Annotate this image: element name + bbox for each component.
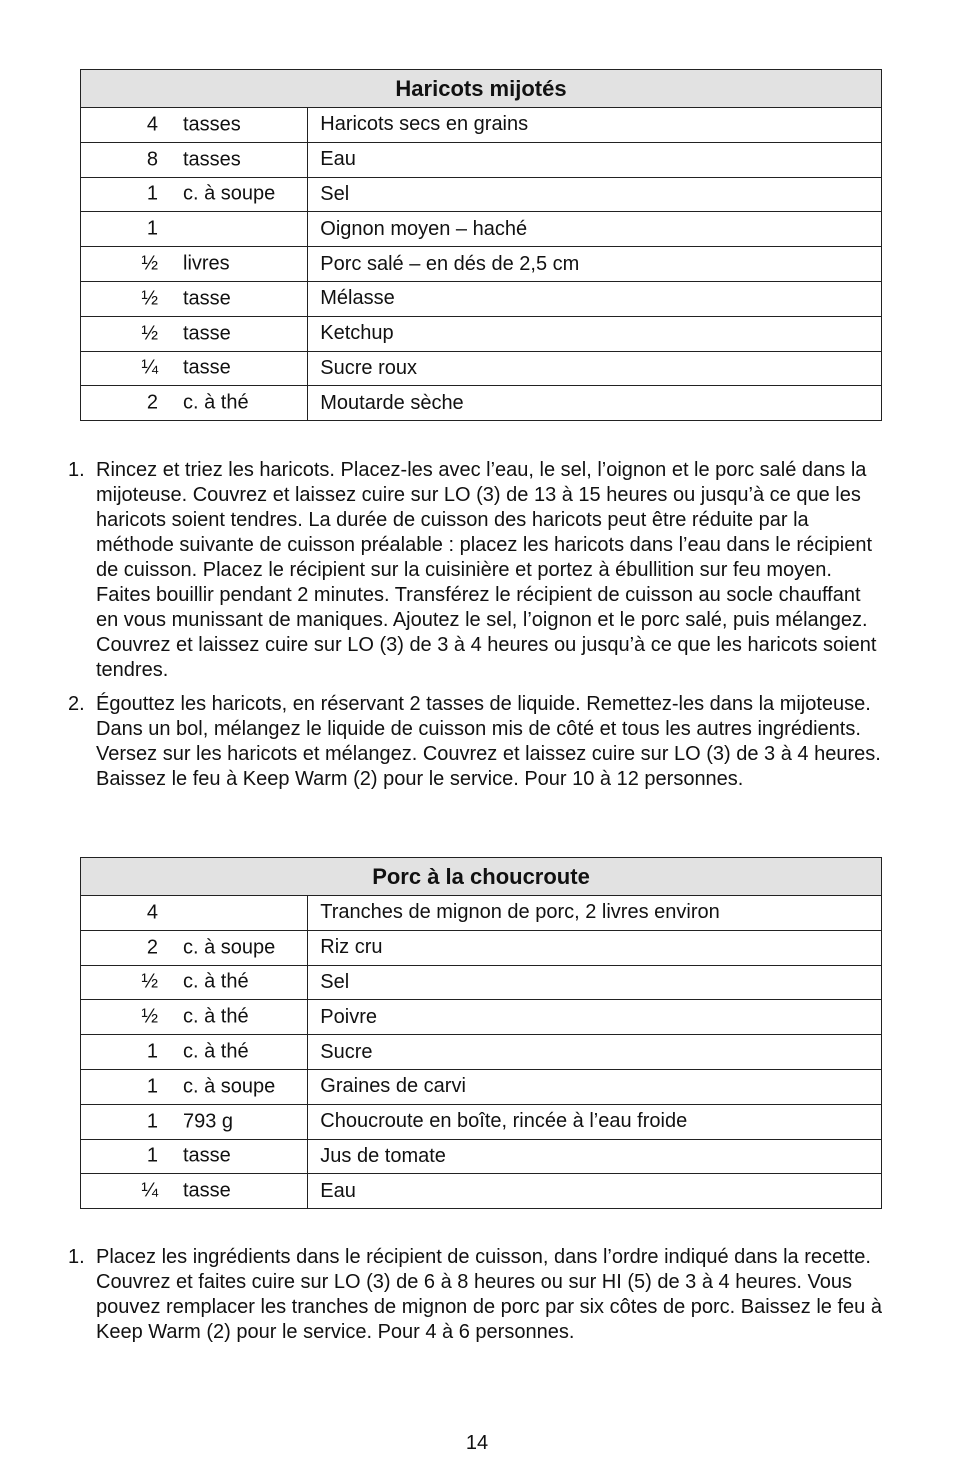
ingredient-unit: tasses <box>183 148 241 171</box>
ingredient-row <box>81 1000 882 1035</box>
ingredient-qty: 1 <box>146 1040 158 1063</box>
ingredient-qty: ½ <box>141 322 158 345</box>
ingredient-qty: ¼ <box>141 1179 158 1202</box>
step-text: Rincez et triez les haricots. Placez-les avec l’eau, le sel, l’oignon et le porc salé dans la mijoteuse. Couvrez et laissez cuire sur LO (3) de 13 à 15 heures ou jusqu’à ce que les haricots soient tendres. La durée de cuisson des haricots peut être réduite par la méthode suivante de cuisson préalable : placez les haricots dans l’eau dans le récipient de cuisson. Placez le récipient sur la cuisinière et portez à ébullition sur feu moyen. Faites bouillir pendant 2 minutes. Transférez le récipient de cuisson au socle chauffant en vous munissant de maniques. Ajoutez le sel, l’oignon et le porc salé, puis mélangez. Couvrez et laissez cuire sur LO (3) de 3 à 4 heures ou jusqu’à ce que les haricots soient tendres. <box>96 459 877 681</box>
ingredient-row <box>81 108 882 143</box>
ingredient-name: Oignon moyen – haché <box>308 212 882 247</box>
ingredient-unit: c. à thé <box>183 970 249 993</box>
ingredient-unit: c. à thé <box>183 391 249 414</box>
ingredient-name: Porc salé – en dés de 2,5 cm <box>308 247 882 282</box>
ingredient-row <box>81 1174 882 1209</box>
ingredient-name: Sel <box>308 177 882 212</box>
ingredient-qty: 4 <box>146 113 158 136</box>
ingredient-unit: tasse <box>183 356 231 379</box>
ingredient-name: Jus de tomate <box>308 1139 882 1174</box>
recipe-title: Haricots mijotés <box>81 70 882 108</box>
ingredient-row <box>81 177 882 212</box>
ingredient-unit: 793 g <box>183 1110 234 1133</box>
ingredient-unit: tasse <box>183 287 231 310</box>
step-number: 2. <box>68 693 85 715</box>
ingredient-name: Sucre <box>308 1035 882 1070</box>
ingredient-row <box>81 386 882 421</box>
ingredient-row <box>81 965 882 1000</box>
ingredient-unit: c. à thé <box>183 1005 249 1028</box>
ingredient-row <box>81 1035 882 1070</box>
ingredient-qty: ¼ <box>141 356 158 379</box>
ingredient-row <box>81 1069 882 1104</box>
instruction-step <box>68 692 888 792</box>
ingredient-name: Sucre roux <box>308 351 882 386</box>
ingredients-table-choucroute <box>80 857 882 1209</box>
ingredient-row <box>81 1139 882 1174</box>
step-text: Placez les ingrédients dans le récipient de cuisson, dans l’ordre indiqué dans la recette. Couvrez et faites cuire sur LO (3) de 6 à 8 heures ou sur HI (5) de 3 à 4 heures. Vous pouvez remplacer les tranches de mignon de porc par six côtes de porc. Baissez le feu à Keep Warm (2) pour le service. Pour 4 à 6 personnes. <box>96 1246 882 1343</box>
ingredient-name: Sel <box>308 965 882 1000</box>
ingredient-row <box>81 247 882 282</box>
ingredient-qty: ½ <box>141 287 158 310</box>
step-number: 1. <box>68 1246 85 1268</box>
ingredient-qty: 2 <box>146 936 158 959</box>
ingredient-row <box>81 930 882 965</box>
ingredients-table-haricots <box>80 69 882 421</box>
ingredient-qty: 8 <box>146 148 158 171</box>
page-number: 14 <box>465 1432 489 1454</box>
ingredient-row <box>81 281 882 316</box>
ingredient-unit: c. à soupe <box>183 1075 276 1098</box>
recipe-title: Porc à la choucroute <box>81 858 882 896</box>
ingredient-unit: c. à soupe <box>183 182 276 205</box>
ingredient-unit: tasse <box>183 1144 231 1167</box>
ingredient-qty: ½ <box>141 1005 158 1028</box>
ingredient-unit: livres <box>183 252 230 275</box>
ingredient-name: Moutarde sèche <box>308 386 882 421</box>
ingredient-unit: c. à thé <box>183 1040 249 1063</box>
ingredient-qty: 1 <box>146 217 158 240</box>
step-number: 1. <box>68 459 85 481</box>
ingredient-qty: ½ <box>141 970 158 993</box>
ingredient-name: Tranches de mignon de porc, 2 livres environ <box>308 896 882 931</box>
ingredient-qty: 4 <box>146 901 158 924</box>
ingredient-qty: ½ <box>141 252 158 275</box>
ingredient-row <box>81 142 882 177</box>
ingredient-qty: 1 <box>146 1075 158 1098</box>
instructions-list-haricots <box>68 458 888 801</box>
ingredient-name: Eau <box>308 142 882 177</box>
ingredient-name: Choucroute en boîte, rincée à l’eau froide <box>308 1104 882 1139</box>
ingredient-name: Mélasse <box>308 281 882 316</box>
ingredient-name: Eau <box>308 1174 882 1209</box>
ingredient-qty: 1 <box>146 1110 158 1133</box>
ingredient-name: Graines de carvi <box>308 1069 882 1104</box>
ingredient-row <box>81 896 882 931</box>
ingredient-row <box>81 316 882 351</box>
ingredient-row <box>81 1104 882 1139</box>
instruction-step <box>68 1245 888 1345</box>
ingredient-unit: c. à soupe <box>183 936 276 959</box>
ingredient-name: Riz cru <box>308 930 882 965</box>
ingredient-unit: tasse <box>183 1179 231 1202</box>
instruction-step <box>68 458 888 683</box>
step-text: Égouttez les haricots, en réservant 2 tasses de liquide. Remettez-les dans la mijoteuse. Dans un bol, mélangez le liquide de cuisson mis de côté et tous les autres ingrédients. Versez sur les haricots et mélangez. Couvrez et laissez cuire sur LO (3) de 3 à 4 heures. Baissez le feu à Keep Warm (2) pour le service. Pour 10 à 12 personnes. <box>96 693 881 790</box>
ingredient-qty: 2 <box>146 391 158 414</box>
ingredient-unit: tasses <box>183 113 241 136</box>
ingredient-row <box>81 212 882 247</box>
instructions-list-choucroute <box>68 1245 888 1354</box>
ingredient-name: Ketchup <box>308 316 882 351</box>
ingredient-name: Poivre <box>308 1000 882 1035</box>
ingredient-qty: 1 <box>146 182 158 205</box>
ingredient-unit: tasse <box>183 322 231 345</box>
ingredient-qty: 1 <box>146 1144 158 1167</box>
ingredient-row <box>81 351 882 386</box>
ingredient-name: Haricots secs en grains <box>308 108 882 143</box>
